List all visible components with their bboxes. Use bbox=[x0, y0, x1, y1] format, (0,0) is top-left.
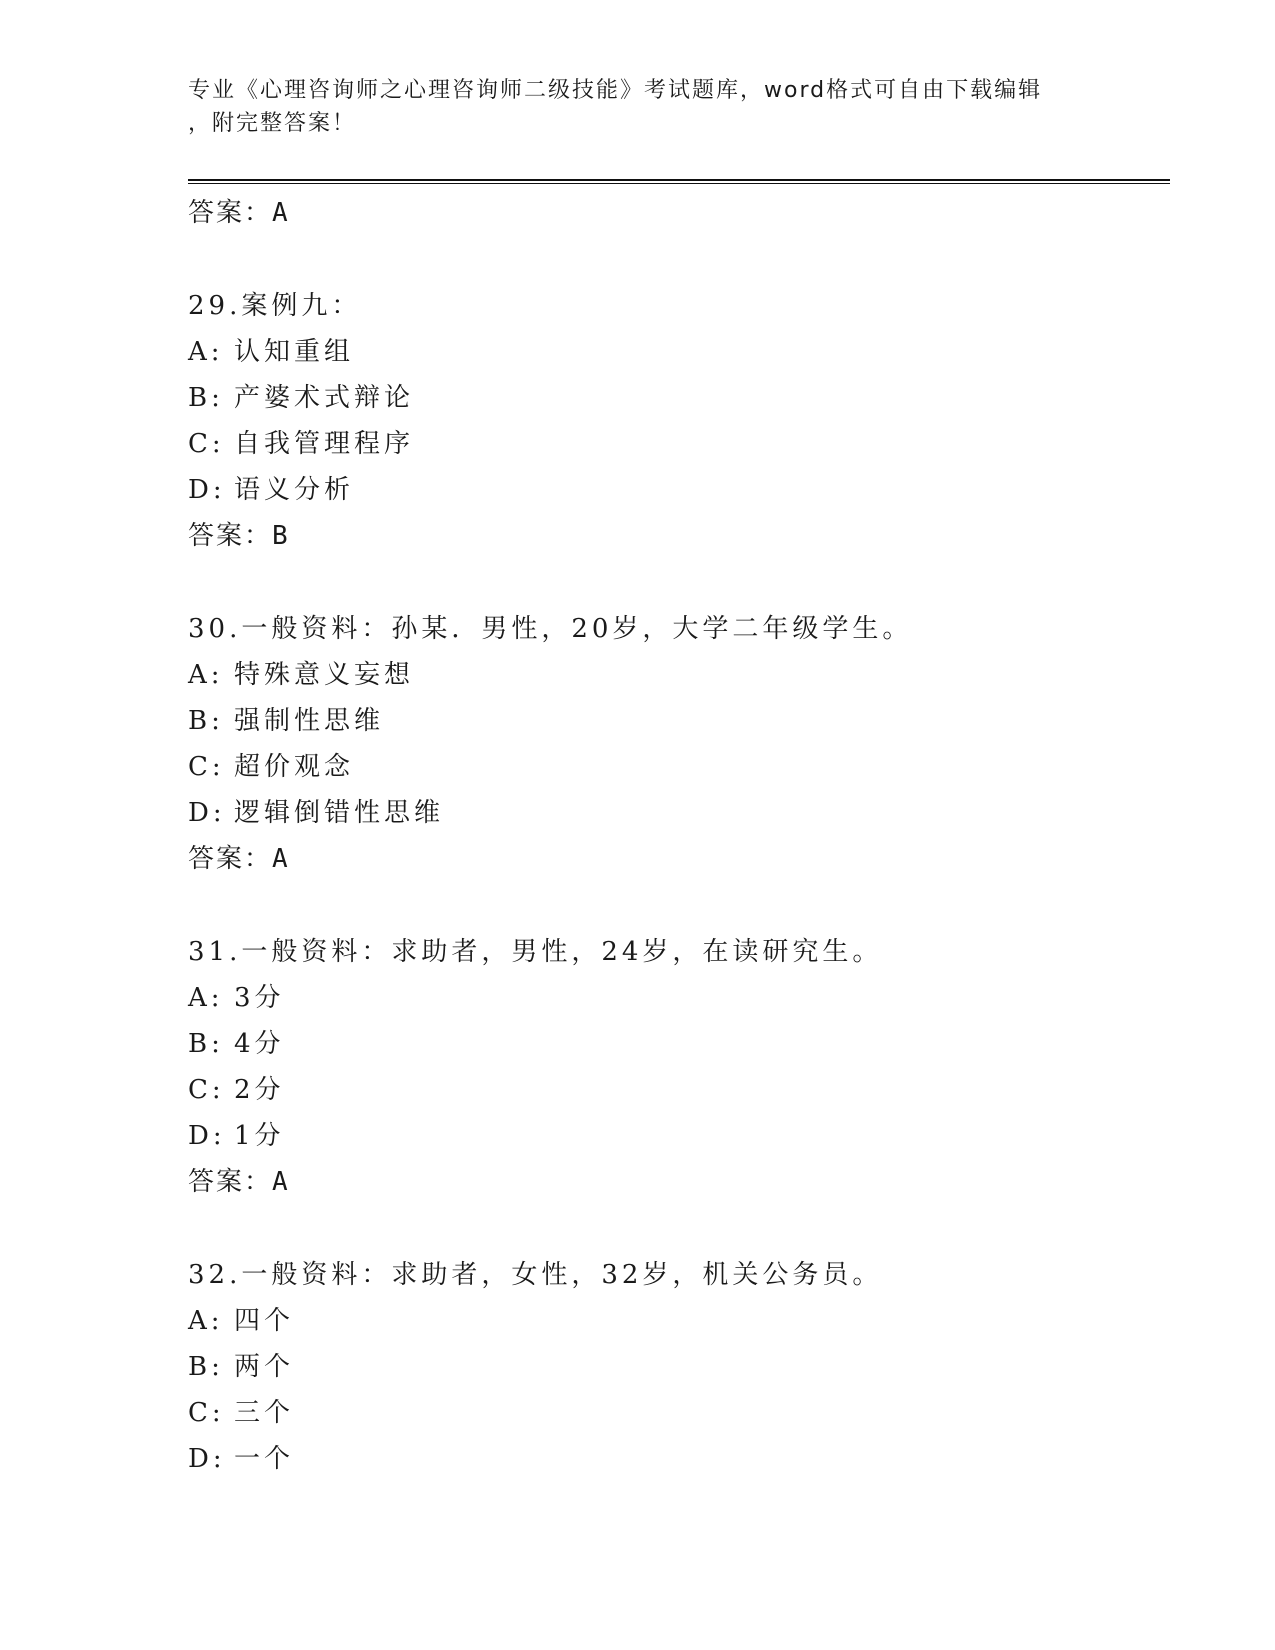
option-letter: C: bbox=[188, 1398, 225, 1428]
header-divider-thick bbox=[188, 179, 1170, 181]
question-stem: 30.一般资料：孙某．男性，20岁，大学二年级学生。 bbox=[188, 614, 913, 644]
option-a bbox=[188, 1298, 1138, 1344]
option-text: 逻辑倒错性思维 bbox=[234, 798, 445, 828]
question-stem: 29.案例九： bbox=[188, 291, 362, 321]
question-block bbox=[188, 1252, 1138, 1482]
option-c bbox=[188, 421, 1138, 467]
spacer bbox=[188, 236, 1138, 283]
question-block bbox=[188, 606, 1138, 882]
question-stem: 32.一般资料：求助者，女性，32岁，机关公务员。 bbox=[188, 1260, 883, 1290]
spacer bbox=[188, 882, 1138, 929]
option-c bbox=[188, 1067, 1138, 1113]
header-divider-thin bbox=[188, 183, 1170, 184]
option-letter: C: bbox=[188, 1075, 225, 1105]
header-line-1: 专业《心理咨询师之心理咨询师二级技能》考试题库，word格式可自由下载编辑 bbox=[188, 78, 1043, 103]
option-a bbox=[188, 329, 1138, 375]
option-b bbox=[188, 375, 1138, 421]
header-line-2: ，附完整答案！ bbox=[188, 111, 357, 136]
spacer bbox=[188, 1205, 1138, 1252]
option-text: 语义分析 bbox=[234, 475, 355, 505]
option-letter: D: bbox=[188, 798, 226, 828]
option-text: 2分 bbox=[234, 1075, 285, 1105]
option-letter: C: bbox=[188, 429, 225, 459]
option-letter: B: bbox=[188, 383, 224, 413]
answer-line: 答案：B bbox=[188, 521, 290, 551]
option-letter: B: bbox=[188, 706, 224, 736]
option-d bbox=[188, 790, 1138, 836]
option-a bbox=[188, 975, 1138, 1021]
option-c bbox=[188, 744, 1138, 790]
question-list bbox=[188, 190, 1138, 1482]
option-d bbox=[188, 1113, 1138, 1159]
option-text: 自我管理程序 bbox=[234, 429, 415, 459]
option-text: 产婆术式辩论 bbox=[234, 383, 415, 413]
option-letter: D: bbox=[188, 1121, 226, 1151]
option-letter: B: bbox=[188, 1029, 224, 1059]
option-letter: A: bbox=[188, 337, 224, 367]
option-letter: A: bbox=[188, 1306, 224, 1336]
answer-line: 答案：A bbox=[188, 198, 290, 228]
document-header bbox=[188, 74, 1088, 140]
option-letter: D: bbox=[188, 1444, 226, 1474]
option-b bbox=[188, 1344, 1138, 1390]
answer-line: 答案：A bbox=[188, 844, 290, 874]
option-d bbox=[188, 467, 1138, 513]
option-text: 四个 bbox=[234, 1306, 295, 1336]
option-text: 一个 bbox=[234, 1444, 295, 1474]
option-letter: B: bbox=[188, 1352, 224, 1382]
option-b bbox=[188, 698, 1138, 744]
option-text: 认知重组 bbox=[234, 337, 355, 367]
option-b bbox=[188, 1021, 1138, 1067]
option-letter: C: bbox=[188, 752, 225, 782]
option-letter: A: bbox=[188, 983, 224, 1013]
question-stem: 31.一般资料：求助者，男性，24岁，在读研究生。 bbox=[188, 937, 883, 967]
option-text: 强制性思维 bbox=[234, 706, 385, 736]
option-a bbox=[188, 652, 1138, 698]
option-text: 1分 bbox=[234, 1121, 285, 1151]
option-text: 特殊意义妄想 bbox=[234, 660, 415, 690]
option-text: 4分 bbox=[234, 1029, 285, 1059]
spacer bbox=[188, 559, 1138, 606]
option-text: 3分 bbox=[234, 983, 285, 1013]
option-text: 三个 bbox=[234, 1398, 295, 1428]
option-text: 超价观念 bbox=[234, 752, 355, 782]
question-block bbox=[188, 929, 1138, 1205]
answer-line: 答案：A bbox=[188, 1167, 290, 1197]
option-c bbox=[188, 1390, 1138, 1436]
option-letter: A: bbox=[188, 660, 224, 690]
option-text: 两个 bbox=[234, 1352, 295, 1382]
option-d bbox=[188, 1436, 1138, 1482]
option-letter: D: bbox=[188, 475, 226, 505]
question-block bbox=[188, 283, 1138, 559]
